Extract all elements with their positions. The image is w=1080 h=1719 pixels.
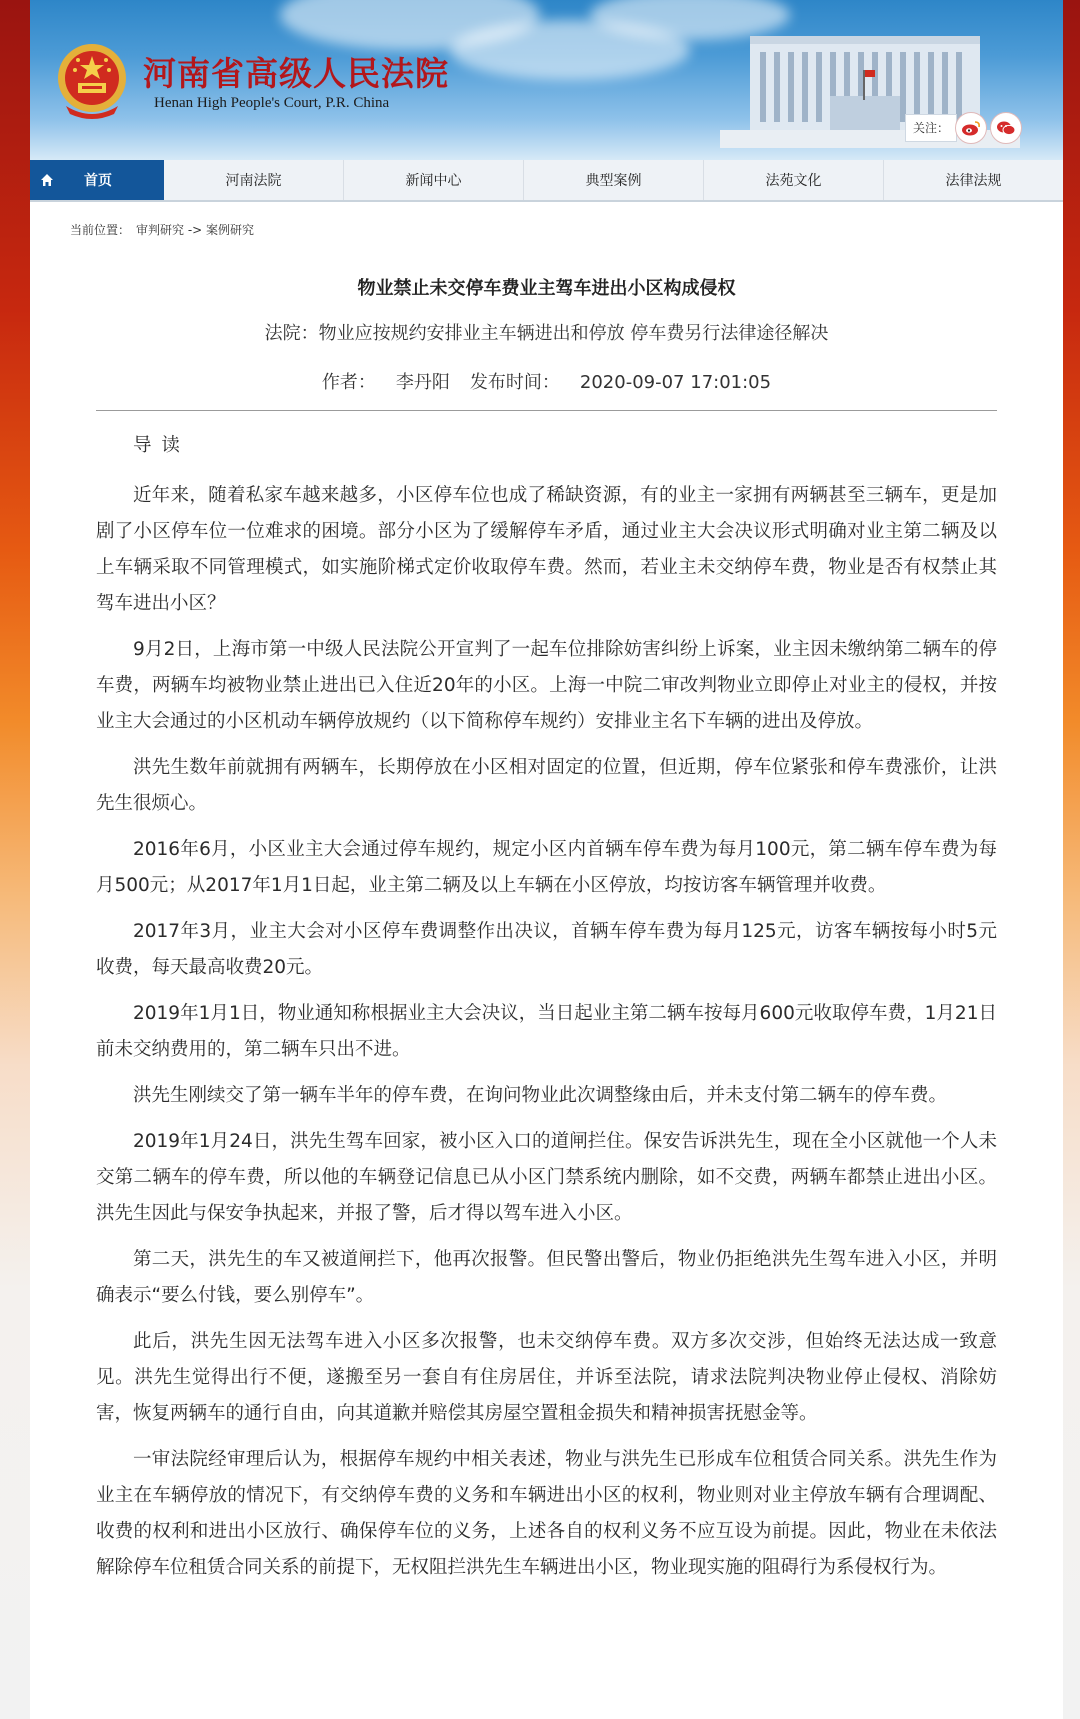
published-time: 2020-09-07 17:01:05 <box>579 372 772 393</box>
article-title: 物业禁止未交停车费业主驾车进出小区构成侵权 <box>357 278 736 299</box>
court-name-en: Henan High People's Court, P.R. China <box>154 95 390 111</box>
paragraph: 2017年3月，业主大会对小区停车费调整作出决议，首辆车停车费为每月125元，访客车辆按每小时5元收费，每天最高收费20元。 <box>96 921 997 978</box>
author-name: 李丹阳 <box>395 372 450 393</box>
site-banner <box>30 0 1063 160</box>
main-nav <box>30 160 1063 202</box>
wechat-icon[interactable] <box>990 112 1022 144</box>
nav-item-label: 首页 <box>84 173 112 189</box>
nav-item-home[interactable] <box>30 160 164 200</box>
paragraph: 一审法院经审理后认为，根据停车规约中相关表述，物业与洪先生已形成车位租赁合同关系。洪先生作为业主在车辆停放的情况下，有交纳停车费的义务和车辆进出小区的权利，物业则对业主停放车辆有合理调配、收费的权利和进出小区放行、确保停车位的义务，上述各自的权利义务不应互设为前提。因此，物业在未依法解除停车位租赁合同关系的前提下，无权阻拦洪先生车辆进出小区，物业现实施的阻碍行为系侵权行为。 <box>96 1449 997 1578</box>
paragraph: 2019年1月24日，洪先生驾车回家，被小区入口的道闸拦住。保安告诉洪先生，现在全小区就他一个人未交第二辆车的停车费，所以他的车辆登记信息已从小区门禁系统内删除，如不交费，两辆车都禁止进出小区。洪先生因此与保安争执起来，并报了警，后才得以驾车进入小区。 <box>96 1131 997 1224</box>
article-meta <box>30 368 1063 394</box>
article-body <box>96 428 997 1596</box>
paragraph: 近年来，随着私家车越来越多，小区停车位也成了稀缺资源，有的业主一家拥有两辆甚至三辆车，更是加剧了小区停车位一位难求的困境。部分小区为了缓解停车矛盾，通过业主大会决议形式明确对业主第二辆及以上车辆采取不同管理模式，如实施阶梯式定价收取停车费。然而，若业主未交纳停车费，物业是否有权禁止其驾车进出小区？ <box>96 485 997 614</box>
author-label: 作者： <box>321 372 376 393</box>
national-emblem-icon <box>54 40 130 120</box>
follow-label: 关注： <box>905 114 957 142</box>
paragraph: 2016年6月，小区业主大会通过停车规约，规定小区内首辆车停车费为每月100元，第二辆车停车费为每月500元；从2017年1月1日起，业主第二辆及以上车辆在小区停放，均按访客车辆管理并收费。 <box>96 839 997 896</box>
breadcrumb <box>70 221 260 238</box>
nav-item-typical-cases[interactable]: 典型案例 <box>524 160 704 200</box>
paragraph: 洪先生刚续交了第一辆车半年的停车费，在询问物业此次调整缘由后，并未支付第二辆车的停车费。 <box>133 1085 948 1106</box>
breadcrumb-label: 当前位置： <box>70 223 131 237</box>
nav-item-court-culture[interactable]: 法苑文化 <box>704 160 884 200</box>
nav-item-news-center[interactable]: 新闻中心 <box>344 160 524 200</box>
nav-item-laws-regulations[interactable]: 法律法规 <box>945 173 1002 189</box>
paragraph: 2019年1月1日，物业通知称根据业主大会决议，当日起业主第二辆车按每月600元收取停车费，1月21日前未交纳费用的，第二辆车只出不进。 <box>96 1003 997 1060</box>
court-name-cn: 河南省高级人民法院 <box>143 54 449 93</box>
article-subtitle: 法院：物业应按规约安排业主车辆进出和停放 停车费另行法律途径解决 <box>264 323 829 344</box>
title-divider <box>96 410 997 411</box>
paragraph: 9月2日，上海市第一中级人民法院公开宣判了一起车位排除妨害纠纷上诉案，业主因未缴纳第二辆车的停车费，两辆车均被物业禁止进出已入住近20年的小区。上海一中院二审改判物业立即停止对业主的侵权，并按业主大会通过的小区机动车辆停放规约（以下简称停车规约）安排业主名下车辆的进出及停放。 <box>96 639 997 732</box>
paragraph: 洪先生数年前就拥有两辆车，长期停放在小区相对固定的位置，但近期，停车位紧张和停车费涨价，让洪先生很烦心。 <box>96 757 997 814</box>
page <box>30 0 1063 1719</box>
lead-heading: 导 读 <box>133 435 182 456</box>
home-icon <box>40 173 54 187</box>
nav-item-henan-courts[interactable]: 河南法院 <box>164 160 344 200</box>
paragraph: 第二天，洪先生的车又被道闸拦下，他再次报警。但民警出警后，物业仍拒绝洪先生驾车进入小区，并明确表示“要么付钱，要么别停车”。 <box>96 1249 997 1306</box>
weibo-icon[interactable] <box>955 112 987 144</box>
paragraph: 此后，洪先生因无法驾车进入小区多次报警，也未交纳停车费。双方多次交涉，但始终无法达成一致意见。洪先生觉得出行不便，遂搬至另一套自有住房居住，并诉至法院，请求法院判决物业停止侵权、消除妨害，恢复两辆车的通行自由，向其道歉并赔偿其房屋空置租金损失和精神损害抚慰金等。 <box>96 1331 997 1424</box>
breadcrumb-path[interactable]: 审判研究 -> 案例研究 <box>136 223 255 237</box>
published-label: 发布时间： <box>469 372 560 393</box>
